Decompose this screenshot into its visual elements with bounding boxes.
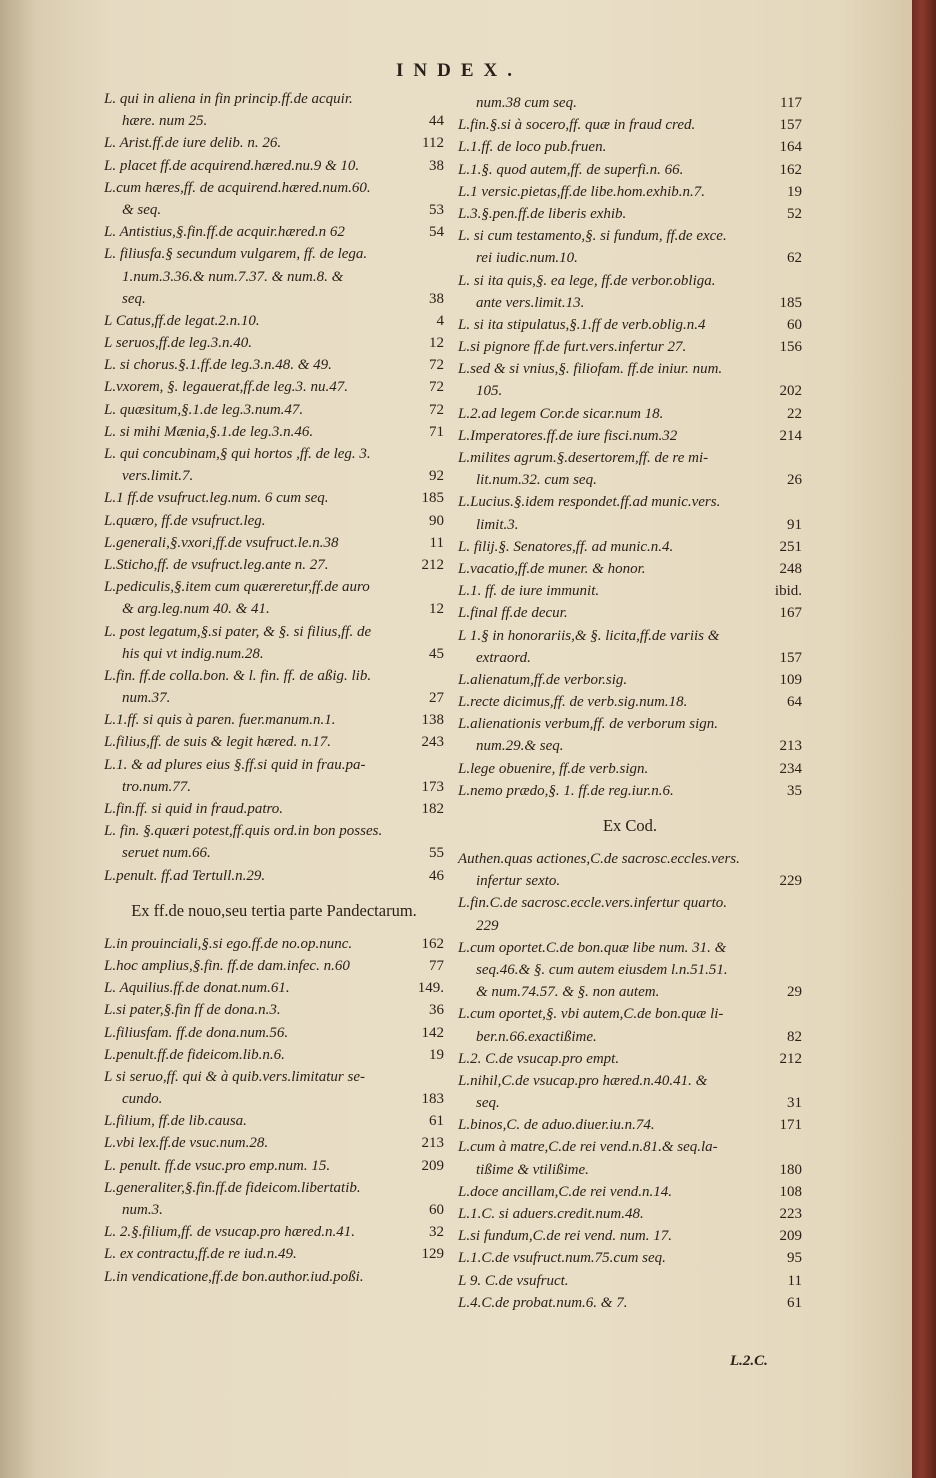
entry-page-number: 72 — [429, 379, 444, 396]
entry-text: L. quæsitum,§.1.de leg.3.num.47. — [104, 401, 304, 418]
index-entry — [104, 1110, 444, 1132]
entry-text: L.in vendicatione,ff.de bon.author.iud.poßi. — [104, 1268, 364, 1285]
entry-page-number: 72 — [429, 401, 444, 418]
entry-text: infertur sexto. — [476, 873, 561, 890]
entry-text: L.vxorem, §. legauerat,ff.de leg.3. nu.47. — [104, 379, 348, 396]
entry-text: L. post legatum,§.si pater, & §. si filius,ff. de — [104, 623, 372, 640]
index-entry — [104, 820, 444, 842]
entry-page-number: 171 — [779, 1117, 802, 1134]
index-entry — [458, 181, 802, 203]
index-entry — [458, 469, 802, 491]
index-entry — [104, 576, 444, 598]
entry-page-number: 46 — [429, 867, 444, 884]
entry-text: L.alienatum,ff.de verbor.sig. — [458, 671, 628, 688]
entry-text: & arg.leg.num 40. & 41. — [122, 601, 270, 618]
entry-page-number: 53 — [429, 201, 444, 218]
entry-text: L. filiusfa.§ secundum vulgarem, ff. de lega. — [104, 246, 368, 263]
entry-text: num.3. — [122, 1202, 163, 1218]
index-entry — [458, 225, 802, 247]
entry-text: ber.n.66.exactißime. — [476, 1028, 597, 1045]
entry-text: L.Sticho,ff. de vsufruct.leg.ante n. 27. — [104, 556, 329, 573]
index-entry — [104, 709, 444, 731]
entry-text: L.Imperatores.ff.de iure fisci.num.32 — [458, 427, 678, 444]
index-entry — [458, 292, 802, 314]
index-entry — [104, 621, 444, 643]
entry-page-number: 11 — [787, 1272, 802, 1289]
index-entry — [458, 380, 802, 402]
book-edge — [912, 0, 936, 1478]
entry-text: L.1.§. quod autem,ff. de superfi.n. 66. — [458, 161, 684, 178]
entry-page-number: 214 — [779, 427, 802, 444]
index-entry — [104, 731, 444, 753]
entry-text: L.si pater,§.fin ff de dona.n.3. — [104, 1002, 281, 1019]
entry-page-number: 55 — [429, 845, 444, 862]
index-entry — [104, 798, 444, 820]
entry-text: L.milites agrum.§.desertorem,ff. de re mi- — [458, 450, 709, 466]
entry-page-number: 64 — [787, 694, 802, 711]
entry-page-number: 248 — [779, 560, 802, 577]
index-entry — [104, 310, 444, 332]
index-entry — [458, 959, 802, 981]
index-entry — [104, 1243, 444, 1265]
entry-page-number: 71 — [429, 423, 444, 440]
entry-text: L. placet ff.de acquirend.hæred.nu.9 & 10. — [104, 157, 360, 174]
entry-text: L.1.ff. de loco pub.fruen. — [458, 139, 607, 156]
entry-text: 1.num.3.36.& num.7.37. & num.8. & — [122, 268, 344, 285]
index-entry — [104, 88, 444, 110]
entry-text: L.1.C. si aduers.credit.num.48. — [458, 1206, 644, 1222]
entry-text: cundo. — [122, 1091, 163, 1108]
entry-text: num.37. — [122, 690, 171, 707]
entry-text: L.vacatio,ff.de muner. & honor. — [458, 560, 646, 577]
index-entry — [104, 1132, 444, 1154]
entry-text: extraord. — [476, 649, 531, 666]
index-entry — [458, 314, 802, 336]
entry-text: L.vbi lex.ff.de vsuc.num.28. — [104, 1135, 269, 1152]
index-entry — [104, 1266, 444, 1288]
index-entry — [104, 933, 444, 955]
index-entry — [458, 780, 802, 802]
entry-text: L.cum hæres,ff. de acquirend.hæred.num.60. — [104, 179, 371, 196]
entry-text: L.fin.ff. si quid in fraud.patro. — [104, 801, 284, 817]
entry-text: L. filij.§. Senatores,ff. ad munic.n.4. — [458, 538, 674, 555]
entry-text: L.4.C.de probat.num.6. & 7. — [458, 1294, 628, 1311]
entry-text: L.fin.C.de sacrosc.eccle.vers.infertur quarto. — [458, 895, 727, 912]
entry-text: L.hoc amplius,§.fin. ff.de dam.infec. n.60 — [104, 957, 350, 974]
entry-page-number: 4 — [436, 312, 444, 329]
index-entry — [104, 554, 444, 576]
index-entry — [104, 177, 444, 199]
index-entry — [104, 1088, 444, 1110]
index-entry — [104, 1177, 444, 1199]
index-entry — [458, 1270, 802, 1292]
entry-text: L seruos,ff.de leg.3.n.40. — [104, 335, 253, 352]
entry-page-number: 45 — [429, 645, 444, 662]
entry-text: L.generaliter,§.fin.ff.de fideicom.libertatib. — [104, 1179, 361, 1196]
entry-page-number: 12 — [429, 601, 444, 618]
index-entry — [458, 336, 802, 358]
index-entry — [458, 1292, 802, 1314]
entry-text: L. qui concubinam,§ qui hortos ,ff. de leg. 3. — [104, 446, 371, 462]
entry-text: L. si ita quis,§. ea lege, ff.de verbor.obliga. — [458, 272, 716, 289]
index-entry — [104, 221, 444, 243]
index-entry — [104, 643, 444, 665]
left-section-heading: Ex ff.de nouo,seu tertia parte Pandectarum. — [131, 900, 417, 920]
entry-text: L.si pignore ff.de furt.vers.infertur 27. — [458, 339, 687, 356]
index-entry — [104, 1044, 444, 1066]
entry-page-number: 142 — [421, 1024, 444, 1041]
entry-text: limit.3. — [476, 516, 519, 533]
entry-text: L.1. & ad plures eius §.ff.si quid in frau.pa- — [104, 756, 366, 773]
entry-text: L.quæro, ff.de vsufruct.leg. — [104, 512, 266, 529]
entry-text: L.fin. ff.de colla.bon. & l. fin. ff. de aßig. lib. — [104, 667, 372, 684]
entry-text: L si seruo,ff. qui & à quib.vers.limitatur se- — [104, 1068, 365, 1085]
entry-page-number: 243 — [421, 734, 444, 751]
catchword: L.2.C. — [730, 1353, 768, 1369]
entry-page-number: 157 — [779, 117, 802, 134]
entry-page-number: 213 — [779, 738, 802, 755]
index-entry — [104, 376, 444, 398]
entry-page-number: 212 — [421, 556, 444, 573]
entry-page-number: 109 — [779, 671, 802, 688]
index-entry — [104, 443, 444, 465]
entry-text: & seq. — [122, 201, 162, 218]
index-entry — [458, 713, 802, 735]
index-entry — [458, 491, 802, 513]
index-entry — [458, 580, 802, 602]
entry-page-number: 11 — [429, 534, 444, 551]
index-entry — [104, 687, 444, 709]
entry-text: seq. — [476, 1095, 500, 1112]
index-entry — [458, 447, 802, 469]
index-entry — [458, 536, 802, 558]
entry-text: L.penult.ff.de fideicom.lib.n.6. — [104, 1046, 285, 1063]
entry-text: L. Antistius,§.fin.ff.de acquir.hæred.n 62 — [104, 224, 345, 241]
entry-page-number: 82 — [787, 1028, 802, 1045]
entry-page-number: 173 — [421, 778, 444, 795]
index-entry — [458, 735, 802, 757]
index-entry — [458, 203, 802, 225]
index-entry — [458, 1181, 802, 1203]
entry-text: L. penult. ff.de vsuc.pro emp.num. 15. — [104, 1157, 331, 1174]
entry-page-number: 167 — [779, 605, 802, 622]
entry-page-number: 27 — [429, 690, 444, 707]
entry-text: L.binos,C. de aduo.diuer.iu.n.74. — [458, 1117, 655, 1134]
entry-text: L. Arist.ff.de iure delib. n. 26. — [104, 135, 282, 152]
index-entry — [458, 1026, 802, 1048]
index-entry — [104, 199, 444, 221]
entry-text: L. si cum testamento,§. si fundum, ff.de exce. — [458, 228, 727, 245]
entry-page-number: 182 — [421, 801, 444, 817]
entry-page-number: 223 — [779, 1206, 802, 1222]
index-entry — [458, 848, 802, 870]
index-entry — [458, 669, 802, 691]
entry-page-number: 162 — [421, 935, 444, 952]
index-entry — [104, 865, 444, 887]
entry-text: tißime & vtilißime. — [476, 1161, 589, 1178]
entry-page-number: 157 — [779, 649, 802, 666]
index-entry — [458, 514, 802, 536]
index-entry — [458, 247, 802, 269]
index-entry — [458, 602, 802, 624]
entry-text: rei iudic.num.10. — [476, 250, 578, 267]
entry-page-number: 54 — [429, 224, 444, 241]
index-entry — [458, 1225, 802, 1247]
entry-page-number: 60 — [787, 316, 802, 333]
entry-text: L. fin. §.quæri potest,ff.quis ord.in bon posses. — [104, 823, 383, 840]
entry-text: L. si mihi Mænia,§.1.de leg.3.n.46. — [104, 423, 314, 440]
entry-text: lit.num.32. cum seq. — [476, 472, 597, 489]
index-entry — [458, 691, 802, 713]
entry-page-number: 92 — [429, 468, 444, 485]
entry-text: L.Lucius.§.idem respondet.ff.ad munic.vers. — [458, 494, 721, 511]
entry-page-number: 209 — [421, 1157, 444, 1174]
page-header: INDEX. — [396, 60, 522, 81]
entry-text: L.1 ff.de vsufruct.leg.num. 6 cum seq. — [104, 490, 329, 507]
left-column — [104, 88, 444, 1288]
entry-page-number: 209 — [779, 1228, 802, 1245]
entry-page-number: 62 — [787, 250, 802, 267]
entry-page-number: 29 — [787, 984, 802, 1001]
index-entry — [104, 266, 444, 288]
entry-page-number: ibid. — [774, 583, 802, 600]
index-entry — [104, 110, 444, 132]
entry-page-number: 19 — [429, 1046, 444, 1063]
entry-text: 229 — [476, 917, 499, 934]
index-entry — [458, 758, 802, 780]
entry-page-number: 234 — [779, 760, 802, 777]
entry-text: L.sed & si vnius,§. filiofam. ff.de iniur. num. — [458, 361, 723, 378]
entry-text: L. si ita stipulatus,§.1.ff de verb.oblig.n.4 — [458, 316, 706, 333]
index-entry — [104, 465, 444, 487]
entry-text: seruet num.66. — [122, 845, 211, 862]
entry-text: L. ex contractu,ff.de re iud.n.49. — [104, 1246, 297, 1263]
index-entry — [104, 1221, 444, 1243]
entry-text: L.final ff.de decur. — [458, 605, 568, 622]
entry-page-number: 164 — [779, 139, 802, 156]
index-entry — [458, 159, 802, 181]
entry-page-number: 112 — [422, 135, 444, 152]
entry-text: L.cum oportet,§. vbi autem,C.de bon.quæ li- — [458, 1006, 724, 1023]
index-entry — [458, 1247, 802, 1269]
index-entry — [104, 332, 444, 354]
index-entry — [458, 915, 802, 937]
index-entry — [104, 532, 444, 554]
index-entry — [458, 136, 802, 158]
entry-page-number: 77 — [429, 957, 444, 974]
index-entry — [458, 1048, 802, 1070]
index-entry — [104, 243, 444, 265]
entry-text: L.doce ancillam,C.de rei vend.n.14. — [458, 1183, 672, 1200]
index-entry — [104, 132, 444, 154]
right-section-heading: Ex Cod. — [602, 816, 658, 835]
entry-text: ante vers.limit.13. — [476, 294, 585, 311]
entry-page-number: 162 — [779, 161, 802, 178]
entry-page-number: 38 — [429, 290, 444, 307]
index-entry — [458, 1203, 802, 1225]
index-entry — [458, 1136, 802, 1158]
index-entry — [104, 598, 444, 620]
entry-text: tro.num.77. — [122, 778, 192, 795]
entry-page-number: 61 — [429, 1113, 444, 1130]
entry-text: num.38 cum seq. — [476, 95, 577, 111]
entry-text: L 9. C.de vsufruct. — [458, 1272, 569, 1289]
entry-page-number: 185 — [421, 490, 444, 507]
index-entry — [458, 937, 802, 959]
entry-page-number: 117 — [780, 95, 802, 111]
entry-text: L.alienationis verbum,ff. de verborum sign. — [458, 716, 718, 733]
index-entry — [458, 92, 802, 114]
entry-text: L.nihil,C.de vsucap.pro hæred.n.40.41. & — [458, 1072, 708, 1089]
entry-page-number: 72 — [429, 357, 444, 374]
index-entry — [458, 625, 802, 647]
index-entry — [104, 776, 444, 798]
index-entry — [104, 754, 444, 776]
entry-text: 105. — [476, 383, 503, 400]
entry-text: L.pediculis,§.item cum quæreretur,ff.de auro — [104, 579, 370, 596]
entry-page-number: 12 — [429, 335, 444, 352]
entry-text: L.filium, ff.de lib.causa. — [104, 1113, 247, 1130]
entry-page-number: 108 — [779, 1183, 802, 1200]
index-entry — [104, 354, 444, 376]
entry-page-number: 185 — [779, 294, 802, 311]
index-entry — [104, 421, 444, 443]
entry-text: L.1 versic.pietas,ff.de libe.hom.exhib.n.7. — [458, 183, 706, 200]
index-entry — [104, 977, 444, 999]
entry-text: L.2. C.de vsucap.pro empt. — [458, 1050, 620, 1067]
entry-text: L.3.§.pen.ff.de liberis exhib. — [458, 205, 627, 222]
entry-page-number: 213 — [421, 1135, 444, 1152]
entry-page-number: 95 — [787, 1250, 802, 1267]
entry-text: L.cum oportet.C.de bon.quæ libe num. 31. & — [458, 939, 727, 956]
entry-text: L.2.ad legem Cor.de sicar.num 18. — [458, 405, 664, 422]
entry-page-number: 202 — [779, 383, 802, 400]
entry-page-number: 44 — [429, 113, 444, 130]
entry-text: L Catus,ff.de legat.2.n.10. — [104, 312, 260, 329]
index-entry — [104, 487, 444, 509]
index-entry — [104, 1066, 444, 1088]
entry-text: & num.74.57. & §. non autem. — [476, 984, 660, 1001]
entry-page-number: 212 — [779, 1050, 802, 1067]
entry-text: num.29.& seq. — [476, 738, 564, 755]
entry-text: L 1.§ in honorariis,& §. licita,ff.de variis & — [458, 627, 720, 644]
index-entry — [458, 1003, 802, 1025]
index-entry — [104, 1199, 444, 1221]
entry-page-number: 229 — [779, 873, 802, 890]
entry-text: L.1.C.de vsufruct.num.75.cum seq. — [458, 1250, 666, 1267]
entry-page-number: 129 — [421, 1246, 444, 1263]
index-entry — [458, 1092, 802, 1114]
index-entry — [104, 1155, 444, 1177]
entry-text: vers.limit.7. — [122, 468, 194, 485]
index-entry — [104, 955, 444, 977]
entry-page-number: 183 — [421, 1091, 444, 1108]
entry-page-number: 35 — [787, 782, 802, 799]
index-entry — [458, 270, 802, 292]
right-column — [458, 92, 802, 1314]
entry-text: L.cum à matre,C.de rei vend.n.81.& seq.la- — [458, 1139, 718, 1156]
entry-text: L.1. ff. de iure immunit. — [458, 583, 600, 600]
index-entry — [104, 999, 444, 1021]
left-top-entries — [104, 88, 444, 887]
entry-text: L.generali,§.vxori,ff.de vsufruct.le.n.38 — [104, 534, 339, 551]
entry-page-number: 52 — [787, 205, 802, 222]
entry-page-number: 138 — [421, 712, 444, 729]
entry-page-number: 251 — [779, 538, 802, 555]
entry-text: L. 2.§.filium,ff. de vsucap.pro hæred.n.41. — [104, 1224, 355, 1241]
entry-text: L.nemo prædo,§. 1. ff.de reg.iur.n.6. — [458, 782, 674, 799]
entry-text: L.in prouinciali,§.si ego.ff.de no.op.nunc. — [104, 935, 353, 952]
entry-text: L.lege obuenire, ff.de verb.sign. — [458, 760, 649, 777]
entry-text: L.si fundum,C.de rei vend. num. 17. — [458, 1228, 673, 1245]
entry-text: Authen.quas actiones,C.de sacrosc.eccles.vers. — [458, 851, 740, 867]
entry-text: L.recte dicimus,ff. de verb.sig.num.18. — [458, 694, 688, 711]
index-entry — [458, 647, 802, 669]
index-entry — [458, 1159, 802, 1181]
entry-text: L.filius,ff. de suis & legit hæred. n.17. — [104, 734, 331, 751]
right-top-entries — [458, 92, 802, 802]
entry-page-number: 22 — [787, 405, 802, 422]
index-entry — [104, 288, 444, 310]
index-entry — [458, 358, 802, 380]
entry-text: L. si chorus.§.1.ff.de leg.3.n.48. & 49. — [104, 357, 332, 374]
index-entry — [458, 892, 802, 914]
index-entry — [458, 558, 802, 580]
index-entry — [458, 981, 802, 1003]
left-bottom-entries — [104, 933, 444, 1288]
entry-page-number: 36 — [429, 1002, 444, 1019]
entry-page-number: 26 — [787, 472, 802, 489]
index-entry — [104, 1022, 444, 1044]
entry-page-number: 91 — [787, 516, 802, 533]
entry-page-number: 31 — [787, 1095, 802, 1112]
entry-text: his qui vt indig.num.28. — [122, 645, 264, 662]
index-entry — [458, 870, 802, 892]
entry-text: L.fin.§.si à socero,ff. quæ in fraud cred. — [458, 117, 696, 134]
index-entry — [458, 403, 802, 425]
entry-text: seq. — [122, 290, 146, 307]
entry-text: L. Aquilius.ff.de donat.num.61. — [104, 980, 290, 997]
entry-text: L.1.ff. si quis à paren. fuer.manum.n.1. — [104, 712, 336, 729]
entry-text: seq.46.& §. cum autem eiusdem l.n.51.51. — [476, 961, 728, 978]
entry-page-number: 19 — [787, 183, 802, 200]
index-entry — [104, 842, 444, 864]
entry-page-number: 32 — [429, 1224, 444, 1241]
entry-text: L.filiusfam. ff.de dona.num.56. — [104, 1024, 289, 1041]
entry-page-number: 38 — [429, 157, 444, 174]
entry-text: L. qui in aliena in fin princip.ff.de acquir. — [104, 91, 353, 107]
index-entry — [104, 399, 444, 421]
entry-text: L.penult. ff.ad Tertull.n.29. — [104, 867, 266, 884]
index-entry — [458, 1070, 802, 1092]
index-entry — [458, 425, 802, 447]
index-entry — [458, 1114, 802, 1136]
right-bottom-entries — [458, 848, 802, 1314]
entry-page-number: 180 — [779, 1161, 802, 1178]
entry-page-number: 60 — [429, 1202, 444, 1218]
index-entry — [458, 114, 802, 136]
index-entry — [104, 155, 444, 177]
index-entry — [104, 665, 444, 687]
entry-text: hære. num 25. — [122, 113, 208, 130]
index-entry — [104, 510, 444, 532]
entry-page-number: 61 — [787, 1294, 802, 1311]
entry-page-number: 149. — [417, 980, 444, 997]
entry-page-number: 156 — [779, 339, 802, 356]
entry-page-number: 90 — [429, 512, 444, 529]
